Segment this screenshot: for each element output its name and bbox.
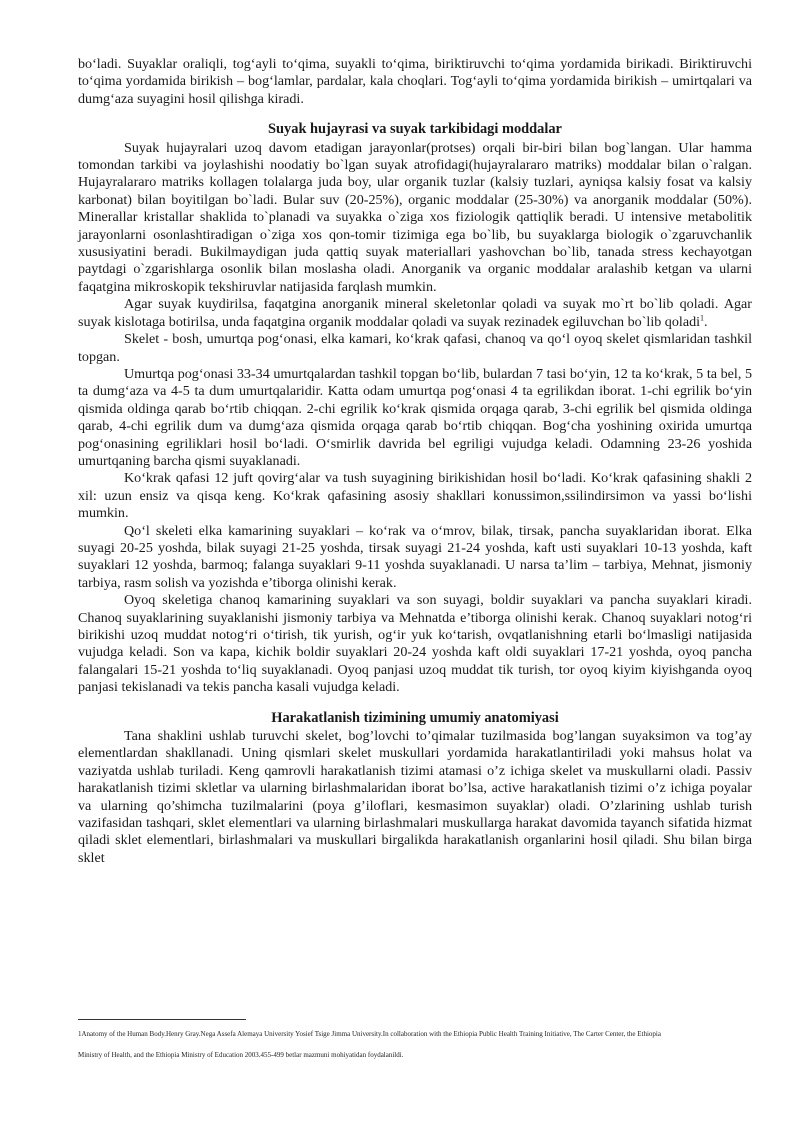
document-page	[78, 56, 752, 867]
paragraph-leg-skeleton: Oyoq skeletiga chanoq kamarining suyaklari va son suyagi, boldir suyaklari va pancha suyaklari kiradi. Chanoq suyaklarining suyaklanishi jismoniy tarbiya va Mehnatda e’tiborga olinishi kerak. Chanoq suyaklari notog‘ri birikishi uzoq muddat notog‘ri o‘tirish, tik yurish, og‘ir yuk ko‘tarish, ovqatlanishning etarli bo‘lmasligi natijasida vujudga keladi. Son va kapa, kichik boldir suyaklari 20-24 yoshda kaft oldi suyaklari 17-21 yoshda, oyoq pancha falangalari 15-21 yoshda to‘liq suyaklanadi. Oyoq panjasi uzoq muddat tik turish, tor oyoq kiyim kiyishganda oyoq panjasi tekislanadi va tekis pancha kasali vujudga keladi.	[78, 592, 752, 696]
paragraph-end-punct: .	[704, 313, 708, 330]
footnote-line-2: Ministry of Health, and the Ethiopia Ministry of Education 2003.455-499 betlar mazmuni mohiyatidan foydalanildi.	[78, 1051, 404, 1059]
paragraph-skeleton: Skelet - bosh, umurtqa pog‘onasi, elka kamari, ko‘krak qafasi, chanoq va qo‘l oyoq skelet qismlaridan tashkil topgan.	[78, 331, 752, 365]
section-heading-bone-cells: Suyak hujayrasi va suyak tarkibidagi moddalar	[268, 121, 562, 138]
footnote	[78, 1024, 752, 1066]
paragraph-chest: Ko‘krak qafasi 12 juft qovirg‘alar va tush suyagining birikishidan hosil bo‘ladi. Ko‘krak qafasining shakli 2 xil: uzun ensiz va qisqa keng. Ko‘krak qafasining asosiy shakllari konussimon,ssilindirsimon va yassi bo‘lishi mumkin.	[78, 470, 752, 522]
footnote-divider	[78, 1019, 246, 1020]
paragraph-bone-cells: Suyak hujayralari uzoq davom etadigan jarayonlar(protses) orqali bir-biri bilan bog`langan. Ular hamma tomondan tarkibi va joylashishi noodatiy bo`lgan suyak atrofidagi(hujayralararo matriks) moddalar bilan o`ralgan. Hujayralararo matriks kollagen tolalarga juda boy, ular organik tuzlar (kalsiy tuzlari, ayniqsa kalsiy fosat va kalsiy karbonat) bilan boyitilgan bo`ladi. Bular suv (20-25%), organic moddalar (25-30%) va anorganik moddalar (50%). Minerallar kristallar shaklida to`planadi va suyakka o`ziga xos fiziologik qattiqlik beradi. U intensive metabolitik jarayonlarni osonlashtiradigan o`ziga xos qon-tomir tizimiga ega bo`lib, bu suyaklarga biologik o`zgaruvchanlik xususiyatini beradi. Bukilmaydigan juda qattiq suyak materiallari yashovchan bo`lib, tanada stress kechayotgan paytdagi o`zgarishlarga osonlik bilan moslasha oladi. Anorganik va organic moddalar aralashib ketgan va ularni faqatgina mikroskopik tekshiruvlar natijasida farqlash mumkin.	[78, 139, 752, 295]
paragraph-spine: Umurtqa pog‘onasi 33-34 umurtqalardan tashkil topgan bo‘lib, bulardan 7 tasi bo‘yin, 12 ta ko‘krak, 5 ta bel, 5 ta dumg‘aza va 4-5 ta dum umurtqalaridir. Katta odam umurtqa pog‘onasi 4 ta egrilikdan iborat. 1-chi egrilik bo‘yin qismida oldinga qarab bo‘rtib chiqqan. 2-chi egrilik ko‘krak qismida orqaga qarab, 3-chi egrilik bel qismida oldinga qarab, 4-chi egrilik dum va dumg‘aza qismida orqaga qarab bo‘rtib chiqqan. Bog‘cha yoshining oxirida umurtqa pog‘onasining egriliklari hosil bo‘ladi. O‘smirlik davrida bel egriligi vujudga keladi. Odamning 23-26 yoshida umurtqaning barcha qismi suyaklanadi.	[78, 365, 752, 469]
paragraph-bone-burning	[78, 296, 752, 331]
footnote-line-1: 1Anatomy of the Human Body.Henry Gray.Nega Assefa Alemaya University Yosief Tsige Jimma University.In collaboration with the Ethiopia Public Health Training Initiative, The Carter Center, the Ethiopia	[78, 1030, 661, 1038]
paragraph-movement-system: Tana shaklini ushlab turuvchi skelet, bog’lovchi to’qimalar tuzilmasida bog’langan suyaksimon va tog’ay elementlardan shakllanadi. Uning qismlari skelet muskullari yordamida harakatlantiriladi yoki mahsus holat va vaziyatda ushlab turiladi. Keng qamrovli harakatlanish tizimi atamasi o’z ichiga skelet va muskullarni oladi. Passiv harakatlanish tizimi skletlar va ularning birlashmalaridan iborat bo’lsa, active harakatlanish tizimi o’z ichiga poyalar va ularning qo’shimcha tuzilmalarini (poya g’iloflari, kesmasimon suyaklar) oladi. O’zlarining ushlab turish vazifasidan tashqari, sklet elementlari va ularning birlashmalari muskullarga harakat davomida tayanch sifatida hizmat qiladi sklet elementlari, birlashmalari va muskullari birgalikda harakatlanish organlarini hosil qiladi. Shu bilan birga sklet	[78, 728, 752, 866]
intro-paragraph: bo‘ladi. Suyaklar oraliqli, tog‘ayli to‘qima, suyakli to‘qima, biriktiruvchi to‘qima yordamida birikadi. Biriktiruvchi to‘qima yordamida birikish – bog‘lamlar, pardalar, kala choqlari. Tog‘ayli to‘qima yordamida birikish – umirtqalari va dumg‘aza suyagini hosil qilishga kiradi.	[78, 56, 752, 107]
paragraph-arm-skeleton: Qo‘l skeleti elka kamarining suyaklari – ko‘rak va o‘mrov, bilak, tirsak, pancha suyaklaridan iborat. Elka suyagi 20-25 yoshda, bilak suyagi 21-25 yoshda, tirsak suyagi 21-24 yoshda, kaft usti suyaklari 10-13 yoshda, kaft suyaklari 12 yoshda, barmoq; falanga suyaklari 9-11 yoshda suyaklanadi. U narsa ta’lim – tarbiya, Mehnat, jismoniy tarbiya, rasm solish va yozishda e’tiborga olinishi kerak.	[78, 522, 752, 591]
footnote-reference[interactable]: 1	[700, 313, 705, 322]
paragraph-bone-burning-text: Agar suyak kuydirilsa, faqatgina anorganik mineral skeletonlar qoladi va suyak mo`rt bo`lib qoladi. Agar suyak kislotaga botirilsa, unda faqatgina organik moddalar qoladi va suyak rezinadek egiluvchan bo`lib qoladi	[78, 296, 752, 330]
section-heading-movement-system: Harakatlanish tizimining umumiy anatomiyasi	[271, 709, 559, 726]
